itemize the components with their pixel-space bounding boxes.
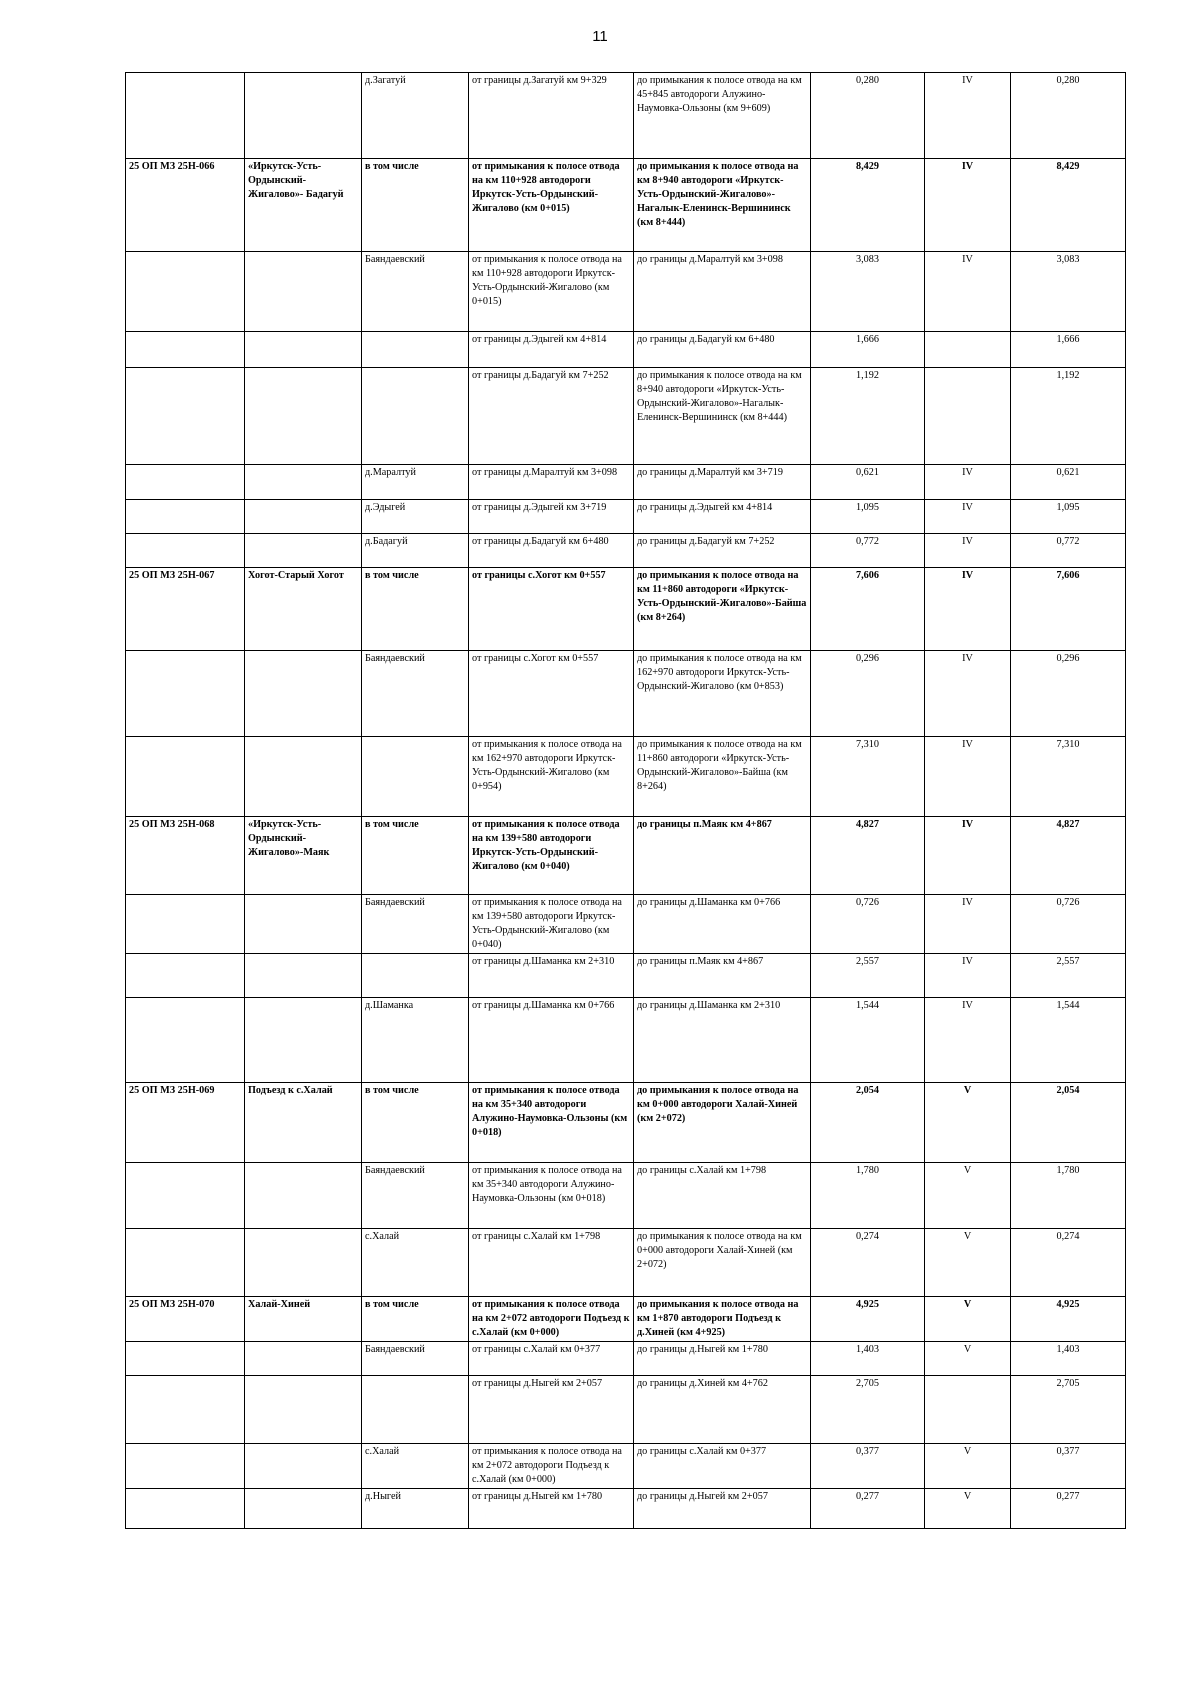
from-cell: от границы д.Загатуй км 9+329 (469, 73, 634, 159)
road-name-cell: «Иркутск-Усть-Ордынский-Жигалово»- Бадагуй (245, 159, 362, 252)
length-cell: 1,403 (811, 1342, 925, 1376)
table-row (126, 998, 1126, 1083)
district-cell: в том числе (362, 159, 469, 252)
to-cell: до границы с.Халай км 0+377 (634, 1444, 811, 1489)
district-cell: в том числе (362, 568, 469, 651)
length-cell: 0,772 (811, 534, 925, 568)
table-row (126, 895, 1126, 954)
category-cell (925, 332, 1011, 368)
total-cell: 0,274 (1011, 1229, 1126, 1297)
total-cell: 7,606 (1011, 568, 1126, 651)
table-row (126, 1489, 1126, 1529)
to-cell: до границы д.Хиней км 4+762 (634, 1376, 811, 1444)
from-cell: от примыкания к полосе отвода на км 162+970 автодороги Иркутск-Усть-Ордынский-Жигалово (км 0+954) (469, 737, 634, 817)
district-cell: Баяндаевский (362, 895, 469, 954)
length-cell: 2,705 (811, 1376, 925, 1444)
road-name-cell (245, 534, 362, 568)
table-row (126, 954, 1126, 998)
table-row (126, 737, 1126, 817)
from-cell: от границы д.Эдыгей км 3+719 (469, 500, 634, 534)
road-code-cell (126, 465, 245, 500)
table-row (126, 252, 1126, 332)
from-cell: от примыкания к полосе отвода на км 2+072 автодороги Подъезд к с.Халай (км 0+000) (469, 1444, 634, 1489)
table-row (126, 534, 1126, 568)
from-cell: от примыкания к полосе отвода на км 35+340 автодороги Алужино-Наумовка-Ользоны (км 0+018) (469, 1163, 634, 1229)
length-cell: 0,726 (811, 895, 925, 954)
to-cell: до границы д.Маралтуй км 3+098 (634, 252, 811, 332)
road-code-cell (126, 73, 245, 159)
total-cell: 2,054 (1011, 1083, 1126, 1163)
from-cell: от границы д.Ныгей км 2+057 (469, 1376, 634, 1444)
length-cell: 0,277 (811, 1489, 925, 1529)
to-cell: до границы д.Ныгей км 1+780 (634, 1342, 811, 1376)
length-cell: 1,544 (811, 998, 925, 1083)
road-name-cell (245, 1163, 362, 1229)
road-code-cell: 25 ОП МЗ 25Н-068 (126, 817, 245, 895)
length-cell: 0,621 (811, 465, 925, 500)
district-cell: д.Маралтуй (362, 465, 469, 500)
to-cell: до границы д.Шаманка км 2+310 (634, 998, 811, 1083)
length-cell: 0,280 (811, 73, 925, 159)
table-row (126, 651, 1126, 737)
road-name-cell (245, 73, 362, 159)
to-cell: до примыкания к полосе отвода на км 1+870 автодороги Подъезд к д.Хиней (км 4+925) (634, 1297, 811, 1342)
category-cell: V (925, 1163, 1011, 1229)
district-cell: в том числе (362, 1297, 469, 1342)
district-cell (362, 332, 469, 368)
to-cell: до границы д.Бадагуй км 7+252 (634, 534, 811, 568)
length-cell: 0,274 (811, 1229, 925, 1297)
from-cell: от примыкания к полосе отвода на км 110+928 автодороги Иркутск-Усть-Ордынский-Жигалово (км 0+015) (469, 252, 634, 332)
table-row (126, 73, 1126, 159)
district-cell: в том числе (362, 1083, 469, 1163)
table-row (126, 332, 1126, 368)
table-row (126, 1229, 1126, 1297)
table-row (126, 500, 1126, 534)
category-cell (925, 1376, 1011, 1444)
road-code-cell (126, 954, 245, 998)
road-code-cell (126, 1489, 245, 1529)
total-cell: 1,095 (1011, 500, 1126, 534)
road-name-cell (245, 651, 362, 737)
length-cell: 7,606 (811, 568, 925, 651)
total-cell: 0,277 (1011, 1489, 1126, 1529)
district-cell: Баяндаевский (362, 252, 469, 332)
table-row (126, 159, 1126, 252)
total-cell: 1,780 (1011, 1163, 1126, 1229)
page-number: 11 (592, 28, 608, 45)
road-name-cell (245, 1229, 362, 1297)
table-row (126, 1342, 1126, 1376)
to-cell: до примыкания к полосе отвода на км 162+970 автодороги Иркутск-Усть-Ордынский-Жигалово (км 0+853) (634, 651, 811, 737)
category-cell: IV (925, 73, 1011, 159)
category-cell: V (925, 1229, 1011, 1297)
length-cell: 7,310 (811, 737, 925, 817)
road-code-cell: 25 ОП МЗ 25Н-067 (126, 568, 245, 651)
to-cell: до границы п.Маяк км 4+867 (634, 817, 811, 895)
total-cell: 0,280 (1011, 73, 1126, 159)
road-name-cell (245, 998, 362, 1083)
to-cell: до границы д.Бадагуй км 6+480 (634, 332, 811, 368)
road-code-cell (126, 651, 245, 737)
length-cell: 1,095 (811, 500, 925, 534)
from-cell: от границы с.Халай км 0+377 (469, 1342, 634, 1376)
total-cell: 4,925 (1011, 1297, 1126, 1342)
to-cell: до примыкания к полосе отвода на км 0+000 автодороги Халай-Хиней (км 2+072) (634, 1083, 811, 1163)
road-code-cell (126, 332, 245, 368)
district-cell (362, 1376, 469, 1444)
to-cell: до примыкания к полосе отвода на км 8+940 автодороги «Иркутск-Усть-Ордынский-Жигалово»-Нагалык-Еленинск-Вершининск (км 8+444) (634, 159, 811, 252)
total-cell: 0,726 (1011, 895, 1126, 954)
category-cell: V (925, 1444, 1011, 1489)
district-cell: д.Ныгей (362, 1489, 469, 1529)
road-name-cell (245, 1376, 362, 1444)
total-cell: 0,621 (1011, 465, 1126, 500)
category-cell: V (925, 1342, 1011, 1376)
length-cell: 2,054 (811, 1083, 925, 1163)
road-code-cell (126, 534, 245, 568)
to-cell: до примыкания к полосе отвода на км 8+940 автодороги «Иркутск-Усть-Ордынский-Жигалово»-Нагалык-Еленинск-Вершининск (км 8+444) (634, 368, 811, 465)
category-cell: V (925, 1297, 1011, 1342)
road-code-cell (126, 895, 245, 954)
from-cell: от границы д.Бадагуй км 6+480 (469, 534, 634, 568)
to-cell: до примыкания к полосе отвода на км 11+860 автодороги «Иркутск-Усть-Ордынский-Жигалово»-Байша (км 8+264) (634, 568, 811, 651)
to-cell: до границы д.Шаманка км 0+766 (634, 895, 811, 954)
category-cell: IV (925, 500, 1011, 534)
from-cell: от границы д.Маралтуй км 3+098 (469, 465, 634, 500)
to-cell: до примыкания к полосе отвода на км 0+000 автодороги Халай-Хиней (км 2+072) (634, 1229, 811, 1297)
road-code-cell (126, 1444, 245, 1489)
total-cell: 4,827 (1011, 817, 1126, 895)
from-cell: от границы д.Ныгей км 1+780 (469, 1489, 634, 1529)
category-cell: IV (925, 568, 1011, 651)
total-cell: 1,666 (1011, 332, 1126, 368)
from-cell: от примыкания к полосе отвода на км 139+580 автодороги Иркутск-Усть-Ордынский-Жигалово (км 0+040) (469, 817, 634, 895)
to-cell: до границы с.Халай км 1+798 (634, 1163, 811, 1229)
from-cell: от примыкания к полосе отвода на км 139+580 автодороги Иркутск-Усть-Ордынский-Жигалово (км 0+040) (469, 895, 634, 954)
length-cell: 2,557 (811, 954, 925, 998)
table-row (126, 1376, 1126, 1444)
category-cell: IV (925, 895, 1011, 954)
from-cell: от границы д.Бадагуй км 7+252 (469, 368, 634, 465)
road-name-cell (245, 1342, 362, 1376)
category-cell: IV (925, 534, 1011, 568)
category-cell: IV (925, 159, 1011, 252)
from-cell: от границы д.Эдыгей км 4+814 (469, 332, 634, 368)
table-row (126, 368, 1126, 465)
road-code-cell (126, 1229, 245, 1297)
total-cell: 3,083 (1011, 252, 1126, 332)
road-name-cell (245, 332, 362, 368)
district-cell (362, 737, 469, 817)
length-cell: 1,666 (811, 332, 925, 368)
to-cell: до примыкания к полосе отвода на км 45+845 автодороги Алужино-Наумовка-Ользоны (км 9+609) (634, 73, 811, 159)
category-cell: IV (925, 998, 1011, 1083)
road-name-cell (245, 1444, 362, 1489)
road-name-cell: «Иркутск-Усть-Ордынский-Жигалово»-Маяк (245, 817, 362, 895)
district-cell: с.Халай (362, 1444, 469, 1489)
district-cell: в том числе (362, 817, 469, 895)
from-cell: от границы д.Шаманка км 0+766 (469, 998, 634, 1083)
district-cell: д.Загатуй (362, 73, 469, 159)
road-code-cell (126, 998, 245, 1083)
road-name-cell: Халай-Хиней (245, 1297, 362, 1342)
category-cell: V (925, 1083, 1011, 1163)
roads-table (125, 72, 1126, 1529)
from-cell: от примыкания к полосе отвода на км 35+340 автодороги Алужино-Наумовка-Ользоны (км 0+018) (469, 1083, 634, 1163)
category-cell (925, 368, 1011, 465)
district-cell (362, 368, 469, 465)
district-cell: д.Эдыгей (362, 500, 469, 534)
length-cell: 4,925 (811, 1297, 925, 1342)
road-name-cell (245, 252, 362, 332)
road-code-cell: 25 ОП МЗ 25Н-070 (126, 1297, 245, 1342)
to-cell: до границы д.Эдыгей км 4+814 (634, 500, 811, 534)
road-name-cell: Подъезд к с.Халай (245, 1083, 362, 1163)
table-row (126, 1297, 1126, 1342)
length-cell: 1,780 (811, 1163, 925, 1229)
to-cell: до границы д.Ныгей км 2+057 (634, 1489, 811, 1529)
length-cell: 4,827 (811, 817, 925, 895)
from-cell: от границы д.Шаманка км 2+310 (469, 954, 634, 998)
road-code-cell: 25 ОП МЗ 25Н-069 (126, 1083, 245, 1163)
length-cell: 1,192 (811, 368, 925, 465)
total-cell: 1,544 (1011, 998, 1126, 1083)
road-name-cell (245, 737, 362, 817)
length-cell: 0,296 (811, 651, 925, 737)
category-cell: IV (925, 252, 1011, 332)
from-cell: от примыкания к полосе отвода на км 110+928 автодороги Иркутск-Усть-Ордынский-Жигалово (км 0+015) (469, 159, 634, 252)
road-code-cell (126, 1342, 245, 1376)
to-cell: до границы д.Маралтуй км 3+719 (634, 465, 811, 500)
district-cell: д.Шаманка (362, 998, 469, 1083)
total-cell: 0,296 (1011, 651, 1126, 737)
category-cell: IV (925, 737, 1011, 817)
from-cell: от границы с.Хогот км 0+557 (469, 568, 634, 651)
road-name-cell (245, 1489, 362, 1529)
road-code-cell (126, 252, 245, 332)
length-cell: 0,377 (811, 1444, 925, 1489)
road-name-cell: Хогот-Старый Хогот (245, 568, 362, 651)
road-name-cell (245, 368, 362, 465)
district-cell: Баяндаевский (362, 1163, 469, 1229)
total-cell: 8,429 (1011, 159, 1126, 252)
table-row (126, 1083, 1126, 1163)
table-row (126, 465, 1126, 500)
total-cell: 0,377 (1011, 1444, 1126, 1489)
road-code-cell (126, 500, 245, 534)
from-cell: от границы с.Халай км 1+798 (469, 1229, 634, 1297)
total-cell: 2,705 (1011, 1376, 1126, 1444)
table-row (126, 1444, 1126, 1489)
category-cell: IV (925, 817, 1011, 895)
total-cell: 1,192 (1011, 368, 1126, 465)
road-code-cell (126, 737, 245, 817)
road-name-cell (245, 465, 362, 500)
category-cell: IV (925, 954, 1011, 998)
district-cell: с.Халай (362, 1229, 469, 1297)
from-cell: от границы с.Хогот км 0+557 (469, 651, 634, 737)
total-cell: 7,310 (1011, 737, 1126, 817)
category-cell: V (925, 1489, 1011, 1529)
total-cell: 2,557 (1011, 954, 1126, 998)
district-cell (362, 954, 469, 998)
category-cell: IV (925, 465, 1011, 500)
length-cell: 8,429 (811, 159, 925, 252)
table-row (126, 568, 1126, 651)
road-name-cell (245, 895, 362, 954)
to-cell: до границы п.Маяк км 4+867 (634, 954, 811, 998)
road-code-cell (126, 1376, 245, 1444)
total-cell: 0,772 (1011, 534, 1126, 568)
length-cell: 3,083 (811, 252, 925, 332)
to-cell: до примыкания к полосе отвода на км 11+860 автодороги «Иркутск-Усть-Ордынский-Жигалово»-Байша (км 8+264) (634, 737, 811, 817)
district-cell: Баяндаевский (362, 1342, 469, 1376)
road-name-cell (245, 954, 362, 998)
road-code-cell: 25 ОП МЗ 25Н-066 (126, 159, 245, 252)
total-cell: 1,403 (1011, 1342, 1126, 1376)
road-code-cell (126, 368, 245, 465)
road-code-cell (126, 1163, 245, 1229)
road-name-cell (245, 500, 362, 534)
table-row (126, 817, 1126, 895)
district-cell: д.Бадагуй (362, 534, 469, 568)
table-row (126, 1163, 1126, 1229)
district-cell: Баяндаевский (362, 651, 469, 737)
from-cell: от примыкания к полосе отвода на км 2+072 автодороги Подъезд к с.Халай (км 0+000) (469, 1297, 634, 1342)
category-cell: IV (925, 651, 1011, 737)
